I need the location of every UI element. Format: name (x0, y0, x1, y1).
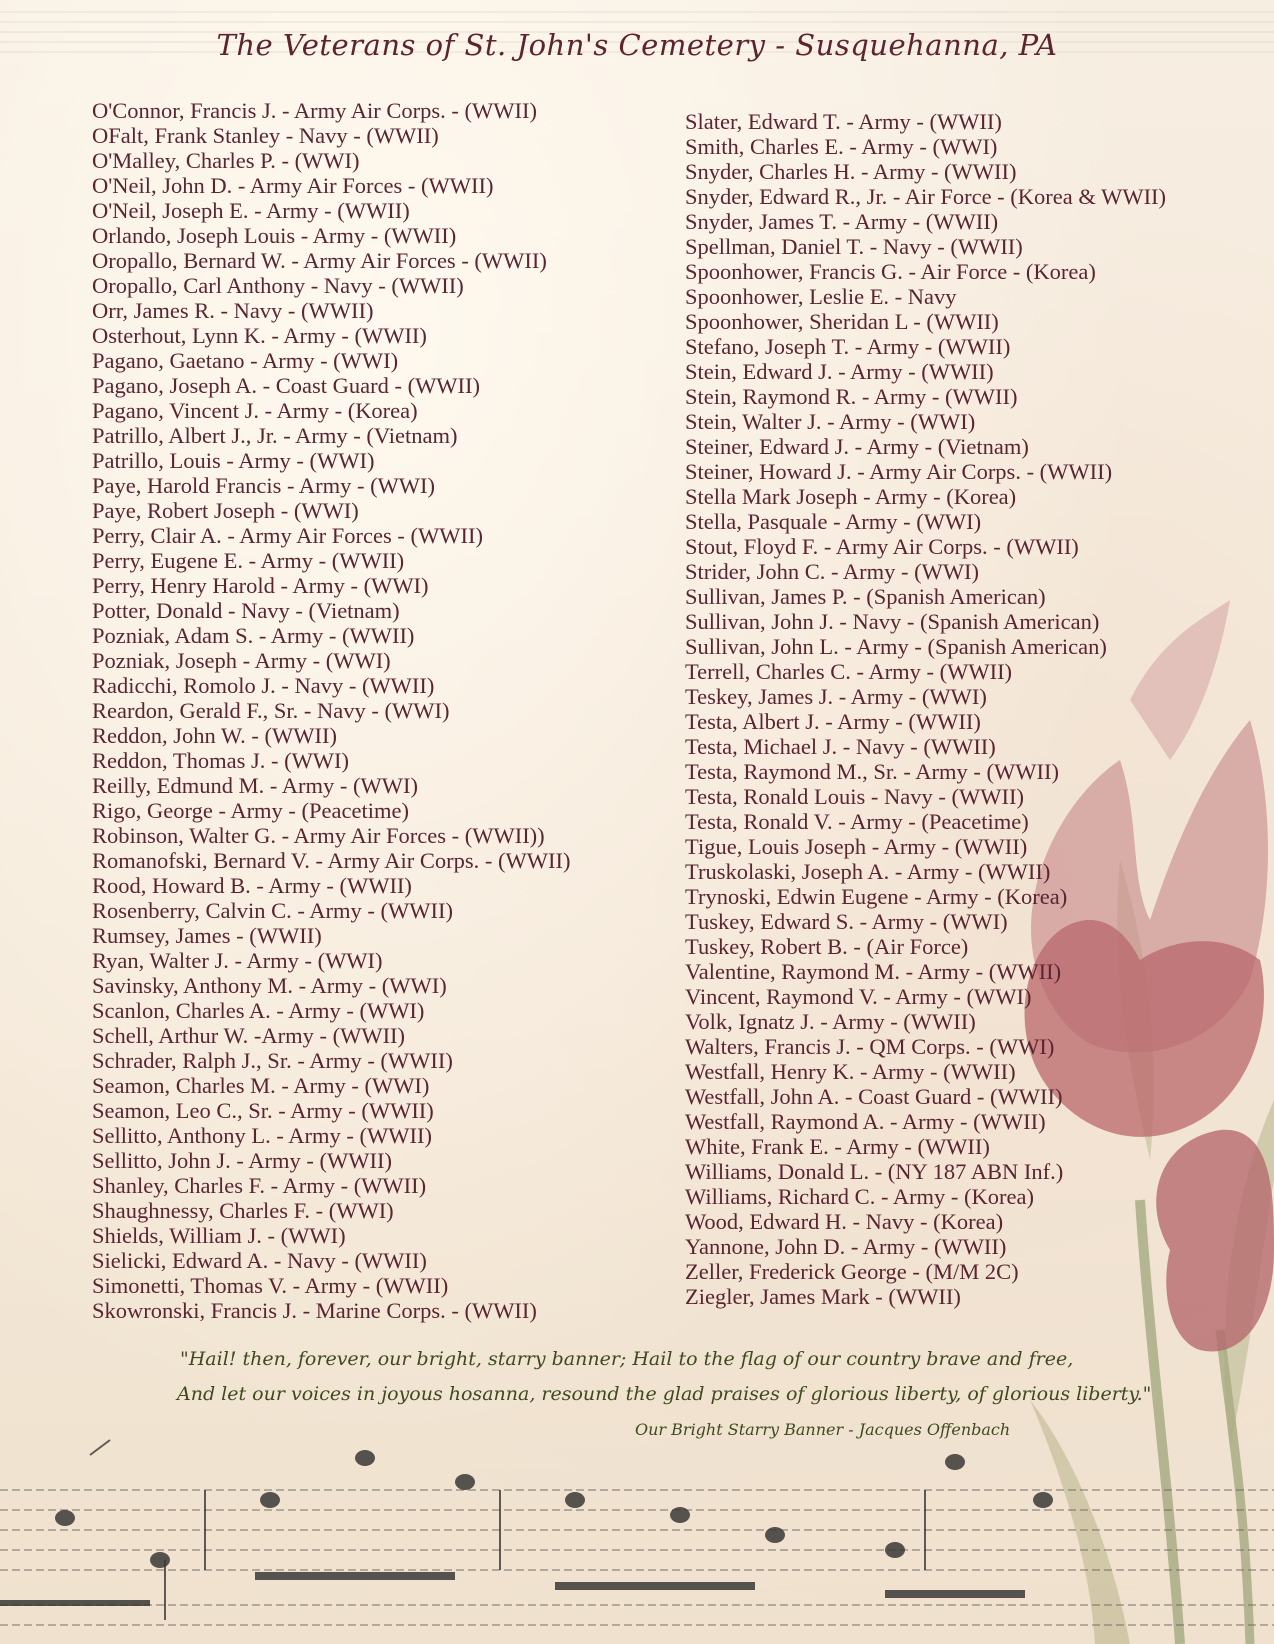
veteran-entry: Patrillo, Albert J., Jr. - Army - (Vietnam) (92, 423, 458, 448)
veteran-entry: Shields, William J. - (WWI) (92, 1223, 346, 1248)
veteran-entry: Steiner, Edward J. - Army - (Vietnam) (685, 434, 1029, 459)
veteran-entry: Terrell, Charles C. - Army - (WWII) (685, 659, 1013, 684)
veteran-entry: Sellitto, John J. - Army - (WWII) (92, 1148, 392, 1173)
veteran-entry: Pagano, Gaetano - Army - (WWI) (92, 348, 399, 373)
veteran-entry: Spoonhower, Sheridan L - (WWII) (685, 309, 999, 334)
veteran-entry: Osterhout, Lynn K. - Army - (WWII) (92, 323, 427, 348)
veteran-entry: Slater, Edward T. - Army - (WWII) (685, 109, 1002, 134)
veteran-entry: Stein, Raymond R. - Army - (WWII) (685, 384, 1018, 409)
veteran-entry: Stefano, Joseph T. - Army - (WWII) (685, 334, 1011, 359)
veteran-entry: Sellitto, Anthony L. - Army - (WWII) (92, 1123, 432, 1148)
veteran-entry: Pozniak, Adam S. - Army - (WWII) (92, 623, 415, 648)
veteran-entry: Spellman, Daniel T. - Navy - (WWII) (685, 234, 1023, 259)
right-veteran-list (685, 109, 1166, 1309)
veteran-entry: Rigo, George - Army - (Peacetime) (92, 798, 409, 823)
veteran-entry: Perry, Clair A. - Army Air Forces - (WWII) (92, 523, 483, 548)
veteran-entry: Stout, Floyd F. - Army Air Corps. - (WWII) (685, 534, 1079, 559)
veteran-entry: Zeller, Frederick George - (M/M 2C) (685, 1259, 1019, 1284)
veteran-entry: Oropallo, Bernard W. - Army Air Forces - (WWII) (92, 248, 547, 273)
veteran-entry: Spoonhower, Francis G. - Air Force - (Korea) (685, 259, 1096, 284)
veteran-entry: Paye, Harold Francis - Army - (WWI) (92, 473, 436, 498)
veteran-entry: Walters, Francis J. - QM Corps. - (WWI) (685, 1034, 1055, 1059)
veteran-entry: Westfall, John A. - Coast Guard - (WWII) (685, 1084, 1063, 1109)
veteran-entry: Testa, Michael J. - Navy - (WWII) (685, 734, 996, 759)
veteran-entry: Orr, James R. - Navy - (WWII) (92, 298, 374, 323)
veteran-entry: Williams, Donald L. - (NY 187 ABN Inf.) (685, 1159, 1064, 1184)
veteran-entry: Shaughnessy, Charles F. - (WWI) (92, 1198, 394, 1223)
veteran-entry: Trynoski, Edwin Eugene - Army - (Korea) (685, 884, 1068, 909)
veteran-entry: Pagano, Joseph A. - Coast Guard - (WWII) (92, 373, 481, 398)
veteran-entry: Seamon, Leo C., Sr. - Army - (WWII) (92, 1098, 434, 1123)
veteran-entry: Simonetti, Thomas V. - Army - (WWII) (92, 1273, 449, 1298)
veteran-entry: Sullivan, John J. - Navy - (Spanish American) (685, 609, 1100, 634)
veteran-entry: Schrader, Ralph J., Sr. - Army - (WWII) (92, 1048, 453, 1073)
left-veteran-list (92, 98, 570, 1323)
veteran-entry: Smith, Charles E. - Army - (WWI) (685, 134, 998, 159)
veteran-entry: Paye, Robert Joseph - (WWI) (92, 498, 359, 523)
veteran-entry: Snyder, Edward R., Jr. - Air Force - (Korea & WWII) (685, 184, 1167, 209)
veteran-entry: Scanlon, Charles A. - Army - (WWI) (92, 998, 425, 1023)
veteran-entry: Strider, John C. - Army - (WWI) (685, 559, 980, 584)
veteran-entry: Stein, Edward J. - Army - (WWII) (685, 359, 994, 384)
veteran-entry: Rood, Howard B. - Army - (WWII) (92, 873, 412, 898)
veteran-entry: Snyder, Charles H. - Army - (WWII) (685, 159, 1017, 184)
veteran-entry: Truskolaski, Joseph A. - Army - (WWII) (685, 859, 1051, 884)
veteran-entry: Perry, Henry Harold - Army - (WWI) (92, 573, 429, 598)
veteran-entry: Tigue, Louis Joseph - Army - (WWII) (685, 834, 1028, 859)
veteran-entry: Romanofski, Bernard V. - Army Air Corps. - (WWII) (92, 848, 571, 873)
veteran-entry: Schell, Arthur W. -Army - (WWII) (92, 1023, 406, 1048)
veteran-entry: Westfall, Henry K. - Army - (WWII) (685, 1059, 1016, 1084)
page-title: The Veterans of St. John's Cemetery - Susquehanna, PA (216, 28, 1058, 62)
veteran-entry: Westfall, Raymond A. - Army - (WWII) (685, 1109, 1046, 1134)
quote-attribution: Our Bright Starry Banner - Jacques Offenbach (635, 1420, 1011, 1439)
veteran-entry: Testa, Ronald V. - Army - (Peacetime) (685, 809, 1029, 834)
veteran-entry: Stein, Walter J. - Army - (WWI) (685, 409, 976, 434)
veteran-entry: Williams, Richard C. - Army - (Korea) (685, 1184, 1035, 1209)
veteran-entry: Yannone, John D. - Army - (WWII) (685, 1234, 1007, 1259)
veteran-entry: Stella Mark Joseph - Army - (Korea) (685, 484, 1017, 509)
veteran-entry: O'Connor, Francis J. - Army Air Corps. - (WWII) (92, 98, 537, 123)
veteran-entry: Oropallo, Carl Anthony - Navy - (WWII) (92, 273, 464, 298)
veteran-entry: Sielicki, Edward A. - Navy - (WWII) (92, 1248, 427, 1273)
veteran-entry: Snyder, James T. - Army - (WWII) (685, 209, 999, 234)
veteran-entry: Spoonhower, Leslie E. - Navy (685, 284, 957, 309)
veteran-entry: Tuskey, Robert B. - (Air Force) (685, 934, 969, 959)
veteran-entry: Perry, Eugene E. - Army - (WWII) (92, 548, 405, 573)
veteran-entry: Pagano, Vincent J. - Army - (Korea) (92, 398, 418, 423)
veteran-entry: Reddon, Thomas J. - (WWI) (92, 748, 350, 773)
veteran-entry: Rumsey, James - (WWII) (92, 923, 322, 948)
veteran-entry: Teskey, James J. - Army - (WWI) (685, 684, 987, 709)
veteran-entry: Valentine, Raymond M. - Army - (WWII) (685, 959, 1062, 984)
veteran-entry: Orlando, Joseph Louis - Army - (WWII) (92, 223, 457, 248)
veteran-entry: Pozniak, Joseph - Army - (WWI) (92, 648, 391, 673)
veteran-entry: Radicchi, Romolo J. - Navy - (WWII) (92, 673, 435, 698)
veteran-entry: Vincent, Raymond V. - Army - (WWI) (685, 984, 1032, 1009)
veteran-entry: Ziegler, James Mark - (WWII) (685, 1284, 961, 1309)
quote-line-2: And let our voices in joyous hosanna, resound the glad praises of glorious liberty, of glorious liberty." (177, 1383, 1152, 1405)
veteran-entry: Wood, Edward H. - Navy - (Korea) (685, 1209, 1004, 1234)
veteran-entry: Reddon, John W. - (WWII) (92, 723, 337, 748)
veteran-entry: Reardon, Gerald F., Sr. - Navy - (WWI) (92, 698, 450, 723)
veteran-entry: Steiner, Howard J. - Army Air Corps. - (WWII) (685, 459, 1113, 484)
veteran-entry: O'Malley, Charles P. - (WWI) (92, 148, 360, 173)
veteran-entry: Reilly, Edmund M. - Army - (WWI) (92, 773, 418, 798)
veteran-entry: Stella, Pasquale - Army - (WWI) (685, 509, 982, 534)
veteran-entry: Seamon, Charles M. - Army - (WWI) (92, 1073, 430, 1098)
veteran-entry: Ryan, Walter J. - Army - (WWI) (92, 948, 383, 973)
veteran-entry: Skowronski, Francis J. - Marine Corps. - (WWII) (92, 1298, 537, 1323)
veteran-entry: OFalt, Frank Stanley - Navy - (WWII) (92, 123, 439, 148)
veteran-entry: Patrillo, Louis - Army - (WWI) (92, 448, 375, 473)
quote-line-1: "Hail! then, forever, our bright, starry banner; Hail to the flag of our country brave and free, (180, 1348, 1074, 1370)
veteran-entry: Testa, Raymond M., Sr. - Army - (WWII) (685, 759, 1059, 784)
veteran-entry: Volk, Ignatz J. - Army - (WWII) (685, 1009, 976, 1034)
veteran-entry: Savinsky, Anthony M. - Army - (WWI) (92, 973, 447, 998)
veteran-entry: Testa, Albert J. - Army - (WWII) (685, 709, 981, 734)
veteran-entry: O'Neil, Joseph E. - Army - (WWII) (92, 198, 410, 223)
veteran-entry: Tuskey, Edward S. - Army - (WWI) (685, 909, 1008, 934)
veteran-entry: O'Neil, John D. - Army Air Forces - (WWII) (92, 173, 494, 198)
veteran-entry: Sullivan, John L. - Army - (Spanish American) (685, 634, 1107, 659)
veteran-entry: Shanley, Charles F. - Army - (WWII) (92, 1173, 427, 1198)
veteran-entry: Sullivan, James P. - (Spanish American) (685, 584, 1046, 609)
veteran-entry: Testa, Ronald Louis - Navy - (WWII) (685, 784, 1024, 809)
veteran-entry: White, Frank E. - Army - (WWII) (685, 1134, 990, 1159)
veteran-entry: Rosenberry, Calvin C. - Army - (WWII) (92, 898, 453, 923)
veteran-entry: Potter, Donald - Navy - (Vietnam) (92, 598, 400, 623)
veteran-entry: Robinson, Walter G. - Army Air Forces - (WWII)) (92, 823, 545, 848)
